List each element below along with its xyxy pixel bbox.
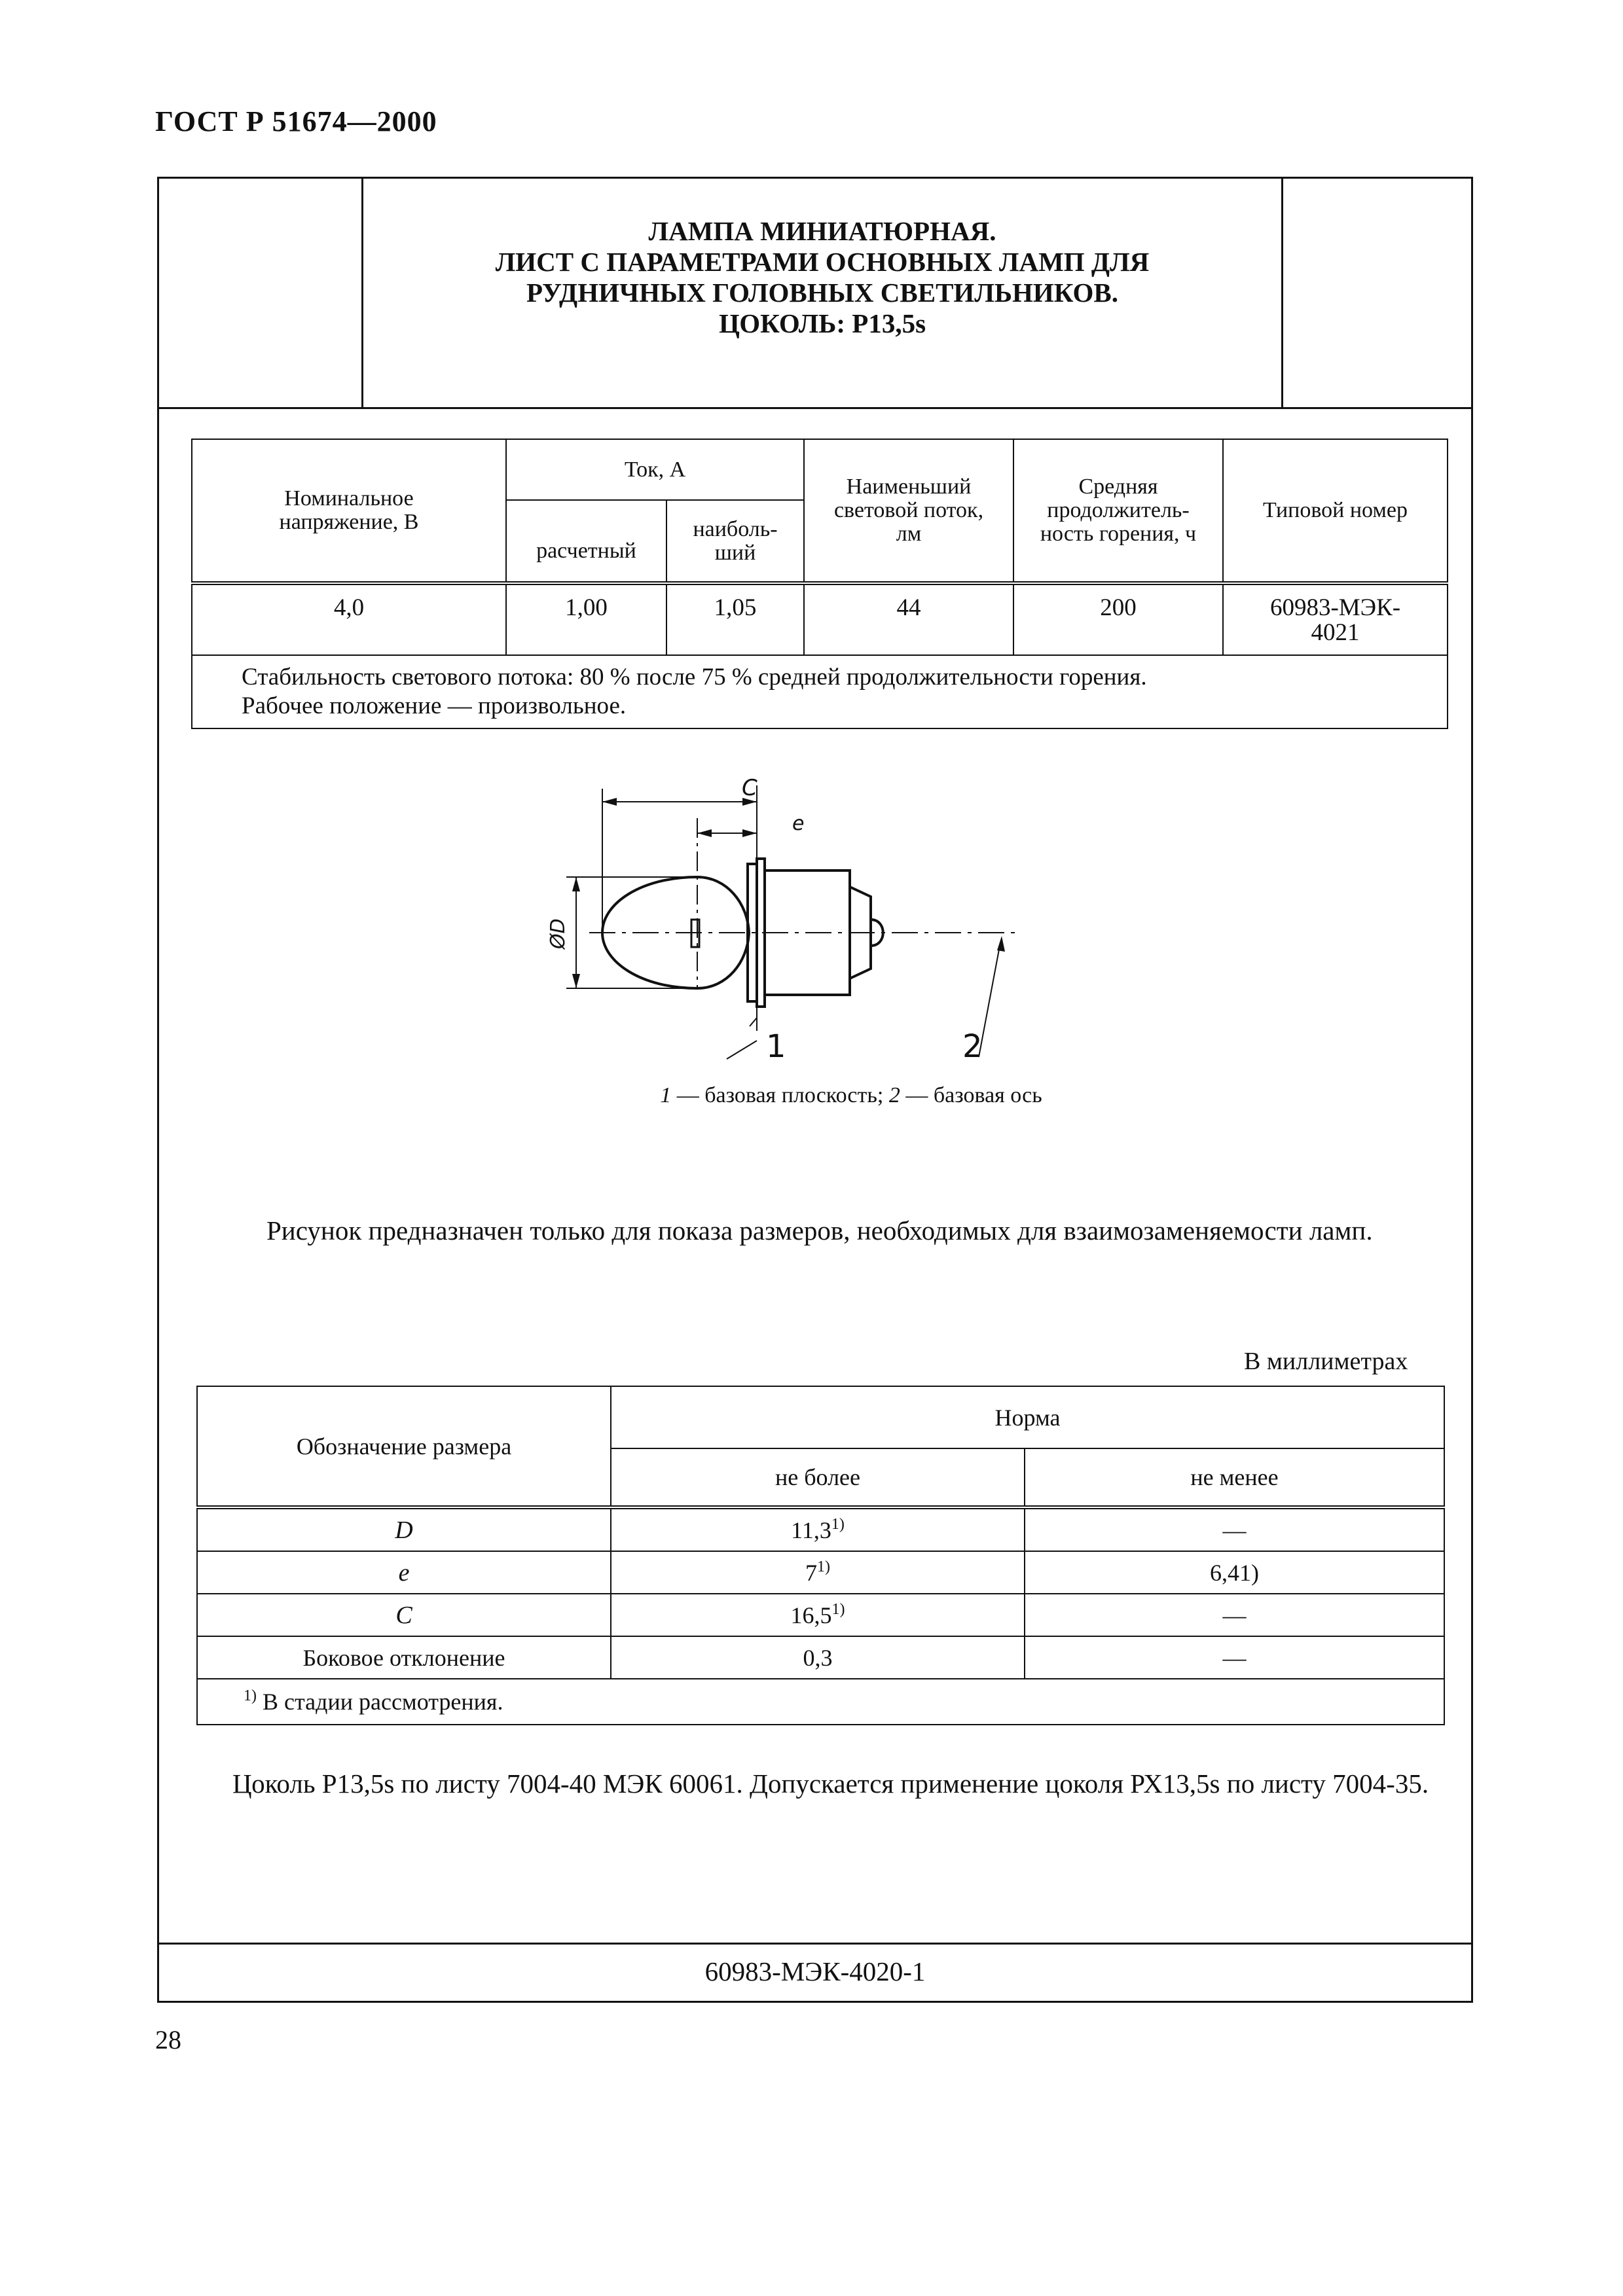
dim-name: Боковое отклонение — [197, 1636, 611, 1679]
cell-current-calc: 1,00 — [506, 583, 666, 655]
header-current-max-l1: наиболь- — [693, 516, 778, 541]
bottom-divider — [157, 1943, 1473, 1945]
dim-max-value: 11,3 — [791, 1516, 831, 1543]
header-current-max-l2: ший — [714, 540, 756, 565]
cell-voltage: 4,0 — [192, 583, 506, 655]
arrow-e-left — [697, 829, 712, 837]
figure-note-paragraph: Рисунок предназначен только для показа размеров, необходимых для взаимозаменяемости ламп. — [266, 1215, 1373, 1246]
footnote — [197, 1679, 1444, 1725]
page-number: 28 — [155, 2025, 181, 2054]
dim-max — [611, 1507, 1025, 1551]
dim-row — [197, 1507, 1444, 1551]
dim-min: 6,41) — [1025, 1551, 1444, 1594]
units-label: В миллиметрах — [1244, 1348, 1408, 1375]
header-life-l1: Средняя — [1078, 475, 1158, 499]
dim-row — [197, 1551, 1444, 1594]
arrow-e-right — [742, 829, 757, 837]
dim-row — [197, 1636, 1444, 1679]
dim-name: C — [197, 1594, 611, 1636]
bottom-code: 60983-МЭК-4020-1 — [704, 1956, 926, 1986]
label-d: ØD — [547, 918, 570, 949]
header-current-calc: расчетный — [506, 500, 666, 583]
dim-name: D — [197, 1507, 611, 1551]
arrow-2 — [997, 936, 1005, 952]
document-header: ГОСТ Р 51674—2000 — [155, 105, 437, 137]
dim-max-value: 16,5 — [790, 1602, 832, 1628]
footnote-ref: 1) — [817, 1558, 830, 1575]
header-life — [1013, 439, 1223, 583]
note-line-1: Стабильность светового потока: 80 % после 75 % средней продолжительности горения. — [242, 664, 1147, 691]
params-note — [192, 655, 1448, 728]
header-flux-l1: Наименьший — [846, 475, 972, 499]
dim-min: — — [1025, 1594, 1444, 1636]
figure-caption — [458, 1083, 1244, 1108]
header-norm: Норма — [611, 1386, 1444, 1448]
header-flux — [804, 439, 1013, 583]
cell-type-l1: 60983-МЭК- — [1269, 594, 1401, 621]
header-current: Ток, А — [506, 439, 804, 500]
header-dim-name: Обозначение размера — [197, 1386, 611, 1507]
dim-min: — — [1025, 1636, 1444, 1679]
cell-current-max: 1,05 — [666, 583, 804, 655]
dim-max-value: 7 — [805, 1559, 817, 1586]
header-flux-l3: лм — [896, 522, 922, 546]
caption-num-1: 1 — [660, 1083, 672, 1107]
title-line-3: РУДНИЧНЫХ ГОЛОВНЫХ СВЕТИЛЬНИКОВ. — [526, 278, 1118, 308]
dim-row — [197, 1594, 1444, 1636]
caption-num-2: 2 — [888, 1083, 900, 1107]
header-min: не менее — [1025, 1448, 1444, 1507]
footnote-mark: 1) — [244, 1687, 257, 1704]
dim-max — [611, 1551, 1025, 1594]
label-2: 2 — [962, 1028, 983, 1065]
dim-max — [611, 1636, 1025, 1679]
leader-1-shelf — [727, 1041, 757, 1059]
title-line-4: ЦОКОЛЬ: Р13,5s — [718, 308, 926, 338]
dim-max — [611, 1594, 1025, 1636]
dimensions-table — [196, 1386, 1445, 1725]
cell-life: 200 — [1013, 583, 1223, 655]
dim-max-value: 0,3 — [803, 1644, 833, 1671]
header-voltage: Номинальное напряжение, В — [192, 439, 506, 583]
title-line-1: ЛАМПА МИНИАТЮРНАЯ. — [648, 216, 996, 246]
caption-text-2: — базовая ось — [900, 1083, 1042, 1107]
cell-type-l2: 4021 — [1311, 619, 1360, 646]
header-max: не более — [611, 1448, 1025, 1507]
caption-text-1: — базовая плоскость; — [671, 1083, 889, 1107]
leader-1 — [750, 1018, 757, 1026]
dim-min: — — [1025, 1507, 1444, 1551]
sheet-title — [363, 216, 1281, 339]
footnote-text: В стадии рассмотрения. — [257, 1689, 503, 1715]
lamp-drawing — [547, 772, 1061, 1073]
note-line-2: Рабочее положение — произвольное. — [242, 692, 627, 719]
header-type: Типовой номер — [1223, 439, 1448, 583]
header-current-max — [666, 500, 804, 583]
label-1: 1 — [766, 1028, 786, 1065]
title-line-2: ЛИСТ С ПАРАМЕТРАМИ ОСНОВНЫХ ЛАМП ДЛЯ — [495, 247, 1150, 277]
dim-name: e — [197, 1551, 611, 1594]
title-left-cell — [157, 177, 363, 409]
footnote-ref: 1) — [831, 1600, 845, 1618]
cell-type — [1223, 583, 1448, 655]
title-right-cell — [1281, 177, 1473, 409]
header-flux-l2: световой поток, — [833, 498, 984, 522]
cell-flux: 44 — [804, 583, 1013, 655]
header-life-l2: продолжитель- — [1047, 498, 1190, 522]
header-life-l3: ность горения, ч — [1040, 522, 1197, 546]
footnote-ref: 1) — [831, 1515, 845, 1533]
arrow-c-left — [602, 798, 617, 806]
label-c: C — [742, 775, 757, 801]
base-paragraph: Цоколь Р13,5s по листу 7004-40 МЭК 60061. Допускается применение цоколя РХ13,5s по листу 7004-35. — [232, 1768, 1429, 1799]
label-e: e — [792, 812, 805, 835]
parameters-table — [191, 439, 1448, 729]
